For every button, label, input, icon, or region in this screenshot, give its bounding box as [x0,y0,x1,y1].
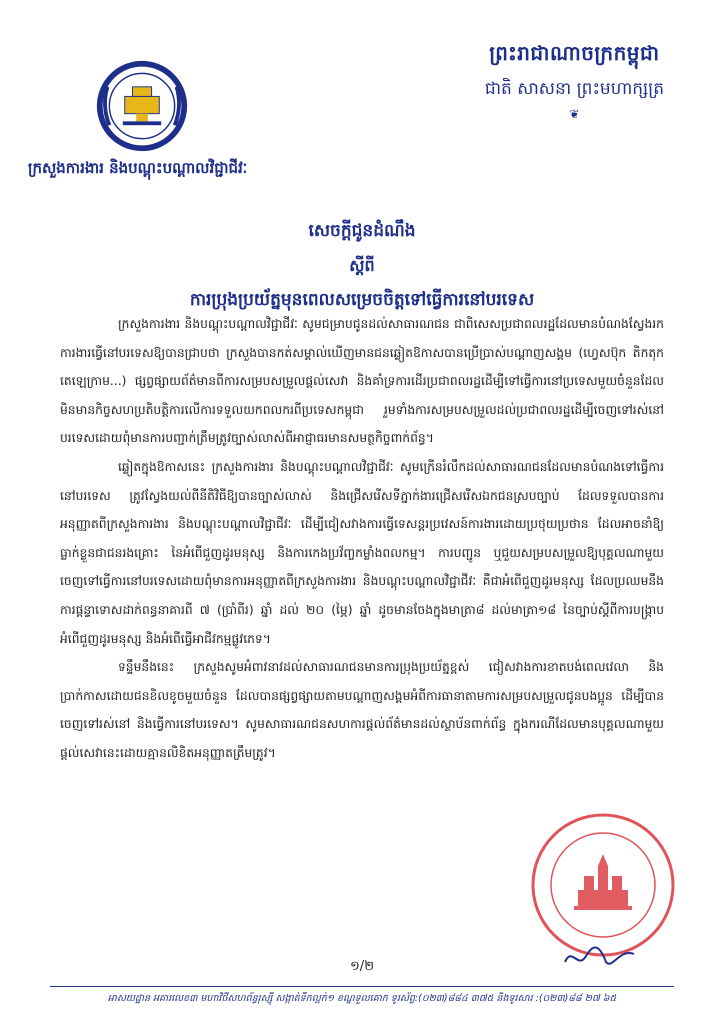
notice-body [60,310,664,768]
notice-subtitle: ស្តីពី [349,256,375,275]
footer-divider [50,986,674,987]
paragraph-3: ទន្ទឹមនឹងនេះ ក្រសួងសូមអំពាវនាវដល់សាធារណជនមានការប្រុងប្រយ័ត្នខ្ពស់ ជៀសវាងការខាតបង់ពេលវេលា និងប្រាក់កាសដោយជនខិលខូចមួយចំនួន ដែលបានផ្សព្វផ្សាយតាមបណ្តាញសង្គមអំពីការធានាតាមការសម្របសម្រួលជូនបងប្អូន ដើម្បីបានចេញទៅរស់នៅ និងធ្វើការនៅបរទេស។ សូមសាធារណជនសហការផ្តល់ព័ត៌មានដល់ស្ថាប័នពាក់ព័ន្ធ ក្នុងករណីដែលមានបុគ្គលណាមួយផ្តល់សេវានេះដោយគ្មានលិខិតអនុញ្ញាតត្រឹមត្រូវ។ [60,660,664,760]
notice-title: សេចក្តីជូនដំណឹង [308,221,416,241]
page-number: ១/២ [349,959,375,974]
ministry-name: ក្រសួងការងារ និងបណ្តុះបណ្តាលវិជ្ជាជីវៈ [28,159,248,177]
notice-title-block [0,220,724,314]
ministry-logo [94,58,190,154]
paragraph-1: ក្រសួងការងារ និងបណ្តុះបណ្តាលវិជ្ជាជីវៈ សូមជម្រាបជូនដល់សាធារណជន ជាពិសេសប្រជាពលរដ្ឋដែលមានបំណងស្វែងរកការងារធ្វើនៅបរទេសឱ្យបានជ្រាបថា ក្រសួងបានកត់សម្គាល់ឃើញមានជនឆ្លៀតឱកាសបានប្រើប្រាស់បណ្តាញសង្គម (ហ្វេសប៊ុក តិកតុក តេឡេក្រាម...) ផ្សព្វផ្សាយព័ត៌មានពីការសម្របសម្រួលផ្តល់សេវា និងគាំទ្រការដើរប្រជាពលរដ្ឋដើម្បីទៅធ្វើការនៅប្រទេសមួយចំនួនដែលមិនមានកិច្ចសហប្រតិបត្តិការលើការទទួលយកពលករពីប្រទេសកម្ពុជា រួមទាំងការសម្របសម្រួលដល់ប្រជាពលរដ្ឋដើម្បីចេញទៅរស់នៅបរទេសដោយពុំមានការបញ្ជាក់ត្រឹមត្រូវច្បាស់លាស់ពីអាជ្ញាធរមានសមត្ថកិច្ចពាក់ព័ន្ធ។ [60,317,664,446]
paragraph-2: ឆ្លៀតក្នុងឱកាសនេះ ក្រសួងការងារ និងបណ្តុះបណ្តាលវិជ្ជាជីវៈ សូមក្រើនរំលឹកដល់សាធារណជនដែលមានបំណងទៅធ្វើការនៅបរទេស ត្រូវស្វែងយល់ពីនីតិវិធីឱ្យបានច្បាស់លាស់ និងជ្រើសរើសទីភ្នាក់ងារជ្រើសរើសឯកជនស្របច្បាប់ ដែលទទួលបានការអនុញ្ញាតពីក្រសួងការងារ និងបណ្តុះបណ្តាលវិជ្ជាជីវៈ ដើម្បីជៀសវាងការធ្វើទេសន្តរប្រវេសន៍ការងារដោយប្រថុយប្រថាន ដែលអាចនាំឱ្យធ្លាក់ខ្លួនជាជនរងគ្រោះ នៃអំពើជួញដូរមនុស្ស និងការកេងប្រវ័ញ្ចកម្លាំងពលកម្ម។ ការបញ្ជូន ឬជួយសម្របសម្រួលឱ្យបុគ្គលណាមួយចេញទៅធ្វើការនៅបរទេសដោយពុំមានការអនុញ្ញាតពីក្រសួងការងារ និងបណ្តុះបណ្តាលវិជ្ជាជីវៈ គឺជាអំពើជួញដូរមនុស្ស ដែលប្រឈមនឹងការផ្តន្ទាទោសដាក់ពន្ធនាគារពី ៧ (ប្រាំពីរ) ឆ្នាំ ដល់ ២០ (ម្ភៃ) ឆ្នាំ ដូចមានចែងក្នុងមាត្រា៨ ដល់មាត្រា១៨ នៃច្បាប់ស្តីពីការបង្ក្រាបអំពើជួញដូរមនុស្ស និងអំពើធ្វើអាជីវកម្មផ្លូវភេទ។ [60,459,664,646]
kingdom-heading [485,40,664,121]
ornament-divider: ❦ [569,107,580,121]
official-seal [528,810,678,960]
footer-address: អាសយដ្ឋាន អគារលេខ៣ មហាវិថីសហព័ន្ធរុស្ស៊ី សង្កាត់ទឹកល្អក់១ ខណ្ឌទួលគោក ទូរស័ព្ទ:(០២៣)៨៨៤ ៣៧៥ និងទូរសារ :(០២៣)៨៨ ២៧ ៦៥ [107,993,617,1004]
notice-topic: ការប្រុងប្រយ័ត្នមុនពេលសម្រេចចិត្តទៅធ្វើការនៅបរទេស [189,290,535,310]
kingdom-name: ព្រះរាជាណាចក្រកម្ពុជា [489,41,660,65]
national-motto: ជាតិ សាសនា ព្រះមហាក្សត្រ [484,79,664,99]
